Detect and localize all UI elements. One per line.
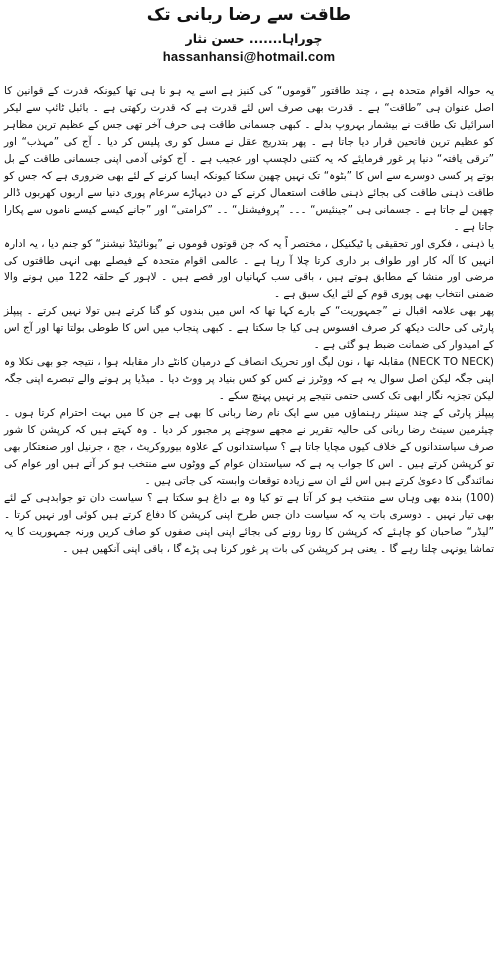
article-paragraph: پھر بھی علامہ اقبال نے ”جمہوریت“ کے بارے کہا تھا کہ اس میں بندوں کو گنا کرتے ہیں تولا نہیں کرتے ۔ پیپلز پارٹی کی حالت دیکھ کر صرف افسوس ہی کیا جا سکتا ہے ۔ کبھی پنجاب میں اس کا طوطی بولتا تھا اور آج اس کے امیدوار کی ضمانت ضبط ہو گئی ہے ۔ [4, 305, 494, 352]
article-paragraph: (NECK TO NECK) مقابلہ تھا ، نون لیگ اور تحریک انصاف کے درمیان کانٹے دار مقابلہ ہوا ، نتیجہ جو بھی نکلا وہ اپنی جگہ لیکن اصل سوال یہ ہے کہ ووٹرز نے کس کو کس بنیاد پر ووٹ دیا ۔ میڈیا پر ہونے والے تبصرے اپنی جگہ لیکن تجزیہ نگار ابھی تک کسی حتمی نتیجے پر نہیں پہنچ سکے ۔ [4, 356, 494, 403]
article-title: طاقت سے رضا ربانی تک [146, 5, 352, 25]
article-body [4, 83, 494, 558]
author-email[interactable]: hassanhansi@hotmail.com [162, 49, 336, 64]
article-paragraph: یہ حوالہ اقوام متحدہ ہے ، چند طاقتور ”قوموں“ کی کنیز ہے اسے یہ ہو نا ہی تھا کیونکہ قدرت کے قوانین کا اصل عنوان ہی ”طاقت“ ہے ۔ قدرت بھی صرف اس لئے قدرت ہے کہ قدرت رکھتی ہے ۔ بائبل ٹائپ سے لیکر اسرائیل تک طاقت نے بیشمار بہروپ بدلے ۔ کبھی جسمانی طاقت ہی حرف آخر تھی جس کے عظیم ترین مظاہر کو عظیم ترین فاتحین قرار دیا جاتا ہے ۔ پھر بتدریج عقل نے مسل کو ری پلیس کر دیا ۔ آج کی ”مہذب“ اور ”ترقی یافتہ“ دنیا پر غور فرمایئے کہ یہ کتنی دلچسپ اور عجیب ہے ۔ آج کوئی آدمی اپنی جسمانی طاقت کے بل بوتے پر کسی دوسرے سے اس کا ”بٹوہ“ تک نہیں چھین سکتا کیونکہ ایسا کرنے کے لئے بھی ضروری ہے کہ جس کو طاقت ذہنی طاقت کی بجائے ذہنی طاقت استعمال کرنے کے دن دیہاڑے سرعام پوری دنیا سے اربوں کھربوں ڈالر چھین لے جاتا ہے ۔ جسمانی ہی ”جینئیس“ ۔۔۔ ”پروفیشنل“ ۔۔ ”کرامتی“ اور ”جانے کیسے کیسے ناموں سے پکارا جاتا ہے ۔ [4, 85, 494, 233]
article-paragraph: (100) بندہ بھی وہاں سے منتخب ہو کر آتا ہے تو کیا وہ بے داغ ہو سکتا ہے ؟ سیاست دان تو جوابدہی کے لئے بھی تیار نہیں ۔ دوسری بات یہ کہ سیاست دان جس طرح اپنی کرپشن کا دفاع کرتے ہیں کوئی اور نہیں کرتا ۔ ”لیڈر“ صاحبان کو چاہئے کہ کرپشن کا رونا رونے کی بجائے اپنی اپنی صفوں کو صاف کریں ورنہ جمہوریت کا یہ تماشا یونہی چلتا رہے گا ۔ یعنی ہر کرپشن کی بات پر غور کرنا ہی پڑے گا ، باقی اپنی آنکھیں ہیں ۔ [4, 491, 494, 555]
article-paragraph: پیپلز پارٹی کے چند سینئر رہنماؤں میں سے ایک نام رضا ربانی کا بھی ہے جن کا میں بہت احترام کرتا ہوں ۔ چیئرمین سینٹ رضا ربانی کی حالیہ تقریر نے مجھے سوچنے پر مجبور کر دیا ۔ وہ کہتے ہیں کہ کرپشن کا شور صرف سیاستدانوں کے خلاف کیوں مچایا جاتا ہے ؟ سیاستدانوں کے علاوہ بیوروکریٹ ، جج ، جرنیل اور صنعتکار بھی تو کرپشن کرتے ہیں ۔ اس کا جواب یہ ہے کہ سیاستدان عوام کے ووٹوں سے منتخب ہو کر آتے ہیں اور عوام کی نمائندگی کا دعویٰ کرتے ہیں اس لئے ان سے زیادہ توقعات وابستہ کی جاتی ہیں ۔ [4, 407, 494, 487]
column-name: چوراہا....... [248, 31, 323, 46]
article-header [4, 4, 494, 65]
author-byline [4, 30, 494, 48]
article-paragraph: یا ذہنی ، فکری اور تحقیقی یا ٹیکنیکل ، مختصر اً یہ کہ جن قوتوں قوموں نے ”یونائیٹڈ نیشنز“ کو جنم دیا ، یہ ادارہ انہیں کا آلہ کار اور طواف بر داری کرتا چلا آ رہا ہے ۔ عالمی اقوام متحدہ کے فیصلے بھی انہی طاقتوں کی مرضی اور منشا کے مطابق ہوتے ہیں ، باقی سب کہانیاں اور قصے ہیں ۔ لاہور کے حلقہ 122 میں ہونے والا ضمنی انتخاب بھی پوری قوم کے لئے ایک سبق ہے ۔ [4, 237, 494, 301]
author-name: حسن نثار [185, 31, 245, 46]
